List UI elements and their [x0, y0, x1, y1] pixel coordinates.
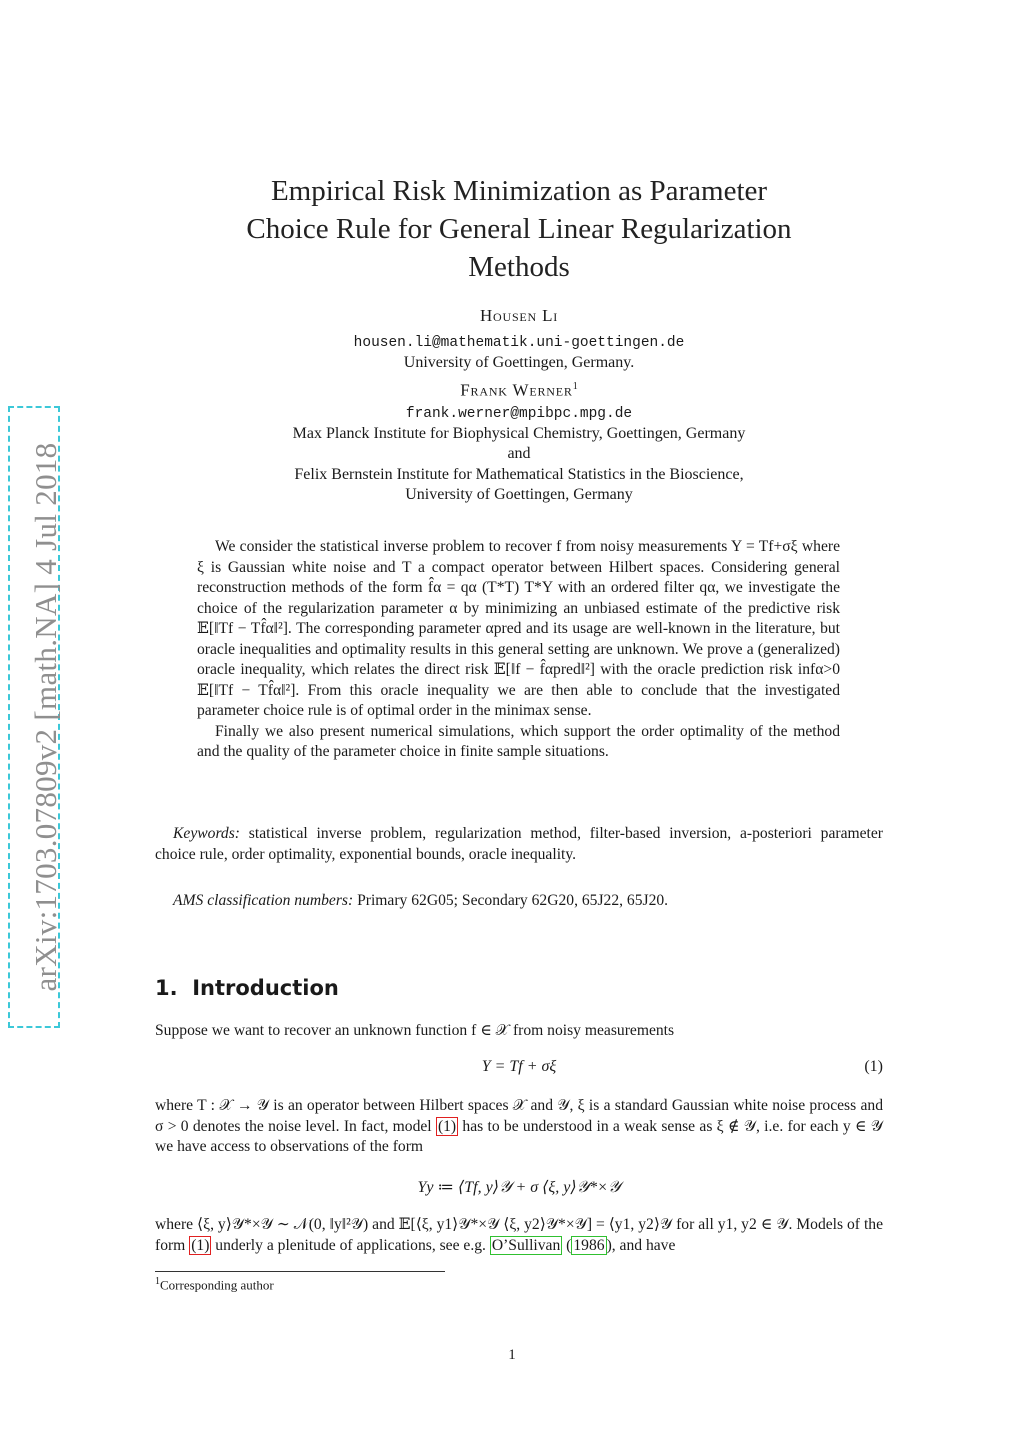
footnote — [155, 1276, 274, 1293]
author-2-affiliation-2: Felix Bernstein Institute for Mathematical Statistics in the Bioscience, — [294, 466, 744, 483]
author-2-affiliation-3: University of Goettingen, Germany — [405, 486, 633, 503]
equation-2 — [155, 1177, 883, 1197]
author-2-line — [155, 377, 883, 401]
author-1-email[interactable]: housen.li@mathematik.uni-goettingen.de — [353, 335, 685, 351]
equation-ref-link[interactable]: (1) — [191, 1236, 210, 1254]
section-heading — [155, 976, 339, 1000]
footnote-mark: 1 — [155, 1276, 160, 1287]
intro-paragraph-3-text-c: ), and have — [606, 1236, 676, 1254]
intro-paragraph-3-text-b: underly a plenitude of applications, see e.g. — [211, 1236, 490, 1254]
keywords — [155, 824, 883, 865]
section-title: Introduction — [192, 976, 339, 1000]
keywords-text: statistical inverse problem, regularization method, filter-based inversion, a-posteriori parameter choice rule, order optimality, exponential bounds, oracle inequality. — [155, 825, 883, 863]
equation-1-label: (1) — [864, 1058, 883, 1075]
equation-2-body: Yy ≔ ⟨Tf, y⟩𝒴 + σ ⟨ξ, y⟩𝒴*×𝒴 — [417, 1179, 621, 1196]
intro-paragraph-2-text-b: has to be understood in a weak sense as ξ ∉ 𝒴, i.e. for each y ∈ 𝒴 we have access to observations of the form — [155, 1117, 883, 1155]
abstract-paragraph-2: Finally we also present numerical simulations, which support the order optimality of the method and the quality of the parameter choice in finite sample situations. — [197, 722, 840, 760]
keywords-label: Keywords: — [173, 825, 240, 842]
ams-label: AMS classification numbers: — [173, 892, 354, 909]
page-number: 1 — [508, 1347, 516, 1363]
author-1-name: Housen Li — [479, 306, 559, 325]
citation-year-link[interactable]: 1986 — [573, 1236, 605, 1254]
intro-paragraph-3: where ⟨ξ, y⟩𝒴*×𝒴 ∼ 𝒩(0, ‖y‖²𝒴) and 𝔼[⟨ξ, y1⟩𝒴*×𝒴 ⟨ξ, y2⟩𝒴*×𝒴] = ⟨y1, y2⟩𝒴 for all y1, y2 ∈ 𝒴. Models of the form (1) underly a plenitude of applications, see e.g. O’Sullivan ( 1986 ), and have — [155, 1216, 883, 1254]
abstract-paragraph-1: We consider the statistical inverse problem to recover f from noisy measurements Y = Tf+σξ where ξ is Gaussian white noise and T a compact operator between Hilbert spaces. Considering general reconstruction methods of the form f̂α = qα (T*T) T*Y with an ordered filter qα, we investigate the choice of the regularization parameter α by minimizing an unbiased estimate of the predictive risk 𝔼[‖Tf − Tf̂α‖²]. The corresponding parameter αpred and its usage are well-known in the literature, but oracle inequalities and optimality results in this general setting are unknown. We prove a (generalized) oracle inequality, which relates the direct risk 𝔼[‖f − f̂αpred‖²] with the oracle prediction risk infα>0 𝔼[‖Tf − Tf̂α‖²]. From this oracle inequality we are then able to conclude that the investigated parameter choice rule is of optimal order in the minimax sense. — [197, 538, 840, 719]
section-number: 1. — [155, 976, 178, 1000]
equation-ref-link[interactable]: (1) — [437, 1117, 457, 1135]
equation-1 — [155, 1058, 883, 1076]
ams-classification — [155, 891, 883, 912]
author-2-footnote-mark: 1 — [572, 381, 578, 392]
author-2-name: Frank Werner — [460, 380, 573, 400]
author-2-email[interactable]: frank.werner@mpibpc.mpg.de — [405, 406, 633, 422]
abstract — [197, 537, 840, 763]
intro-paragraph-2-text-a: where T : 𝒳 → 𝒴 is an operator between Hilbert spaces 𝒳 and 𝒴, ξ is a standard Gaussian white noise process and σ > 0 denotes the noise level. In fact, model — [155, 1097, 883, 1135]
footnote-text: Corresponding author — [160, 1277, 274, 1293]
intro-paragraph-2 — [155, 1096, 883, 1158]
author-2-and: and — [507, 445, 531, 462]
intro-paragraph-1: Suppose we want to recover an unknown function f ∈ 𝒳 from noisy measurements — [155, 1022, 675, 1039]
author-1-affiliation: University of Goettingen, Germany. — [403, 354, 635, 371]
citation-author-link[interactable]: O’Sullivan — [491, 1236, 561, 1254]
equation-1-body: Y = Tf + σξ — [481, 1058, 557, 1075]
author-2-affiliation-1: Max Planck Institute for Biophysical Chemistry, Goettingen, Germany — [292, 425, 746, 442]
arxiv-identifier: arXiv:1703.07809v2 [math.NA] 4 Jul 2018 — [28, 442, 63, 992]
footnote-rule — [155, 1271, 445, 1272]
paper-title: Empirical Risk Minimization as Parameter Choice Rule for General Linear Regularization Methods — [246, 175, 792, 283]
intro-paragraph-3-text-a: where ⟨ξ, y⟩𝒴*×𝒴 ∼ 𝒩(0, ‖y‖²𝒴) and 𝔼[⟨ξ, y1⟩𝒴*×𝒴 ⟨ξ, y2⟩𝒴*×𝒴] = ⟨y1, y2⟩𝒴 for all y1, y2 ∈ 𝒴. Models of the form — [155, 1216, 883, 1254]
ams-text: Primary 62G05; Secondary 62G20, 65J22, 65J20. — [357, 892, 669, 909]
